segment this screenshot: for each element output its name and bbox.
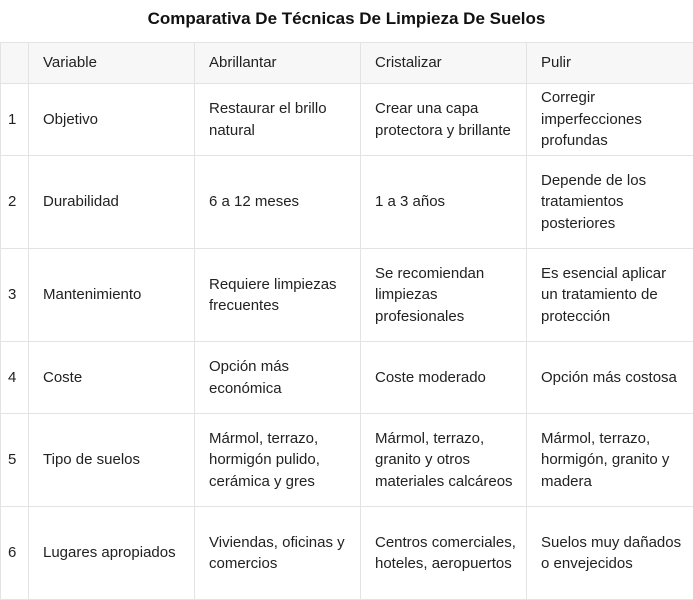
pulir-cell: Es esencial aplicar un tratamiento de protección	[527, 249, 693, 342]
abrillantar-cell: Requiere limpiezas frecuentes	[195, 249, 361, 342]
table-row	[1, 156, 693, 249]
row-index: 2	[1, 156, 29, 249]
header-variable: Variable	[29, 43, 195, 84]
cristalizar-cell: Se recomiendan limpiezas profesionales	[361, 249, 527, 342]
cristalizar-cell: 1 a 3 años	[361, 156, 527, 249]
abrillantar-cell: Mármol, terrazo, hormigón pulido, cerámica y gres	[195, 414, 361, 507]
table-row	[1, 249, 693, 342]
header-pulir: Pulir	[527, 43, 693, 84]
variable-cell: Lugares apropiados	[29, 507, 195, 600]
page-title: Comparativa De Técnicas De Limpieza De Suelos	[0, 8, 693, 30]
cristalizar-cell: Coste moderado	[361, 342, 527, 414]
table-row	[1, 507, 693, 600]
row-index: 1	[1, 84, 29, 156]
abrillantar-cell: Restaurar el brillo natural	[195, 84, 361, 156]
cristalizar-cell: Mármol, terrazo, granito y otros materiales calcáreos	[361, 414, 527, 507]
header-index	[1, 43, 29, 84]
header-cristalizar: Cristalizar	[361, 43, 527, 84]
pulir-cell: Mármol, terrazo, hormigón, granito y madera	[527, 414, 693, 507]
variable-cell: Tipo de suelos	[29, 414, 195, 507]
variable-cell: Coste	[29, 342, 195, 414]
comparison-table	[0, 42, 693, 600]
header-abrillantar: Abrillantar	[195, 43, 361, 84]
pulir-cell: Corregir imperfecciones profundas	[527, 84, 693, 156]
row-index: 4	[1, 342, 29, 414]
abrillantar-cell: Opción más económica	[195, 342, 361, 414]
table-header-row	[1, 43, 693, 84]
abrillantar-cell: 6 a 12 meses	[195, 156, 361, 249]
cristalizar-cell: Crear una capa protectora y brillante	[361, 84, 527, 156]
cristalizar-cell: Centros comerciales, hoteles, aeropuertos	[361, 507, 527, 600]
row-index: 6	[1, 507, 29, 600]
variable-cell: Durabilidad	[29, 156, 195, 249]
variable-cell: Objetivo	[29, 84, 195, 156]
table-row	[1, 414, 693, 507]
table-row	[1, 342, 693, 414]
pulir-cell: Depende de los tratamientos posteriores	[527, 156, 693, 249]
pulir-cell: Suelos muy dañados o envejecidos	[527, 507, 693, 600]
row-index: 5	[1, 414, 29, 507]
row-index: 3	[1, 249, 29, 342]
abrillantar-cell: Viviendas, oficinas y comercios	[195, 507, 361, 600]
table-row	[1, 84, 693, 156]
variable-cell: Mantenimiento	[29, 249, 195, 342]
pulir-cell: Opción más costosa	[527, 342, 693, 414]
